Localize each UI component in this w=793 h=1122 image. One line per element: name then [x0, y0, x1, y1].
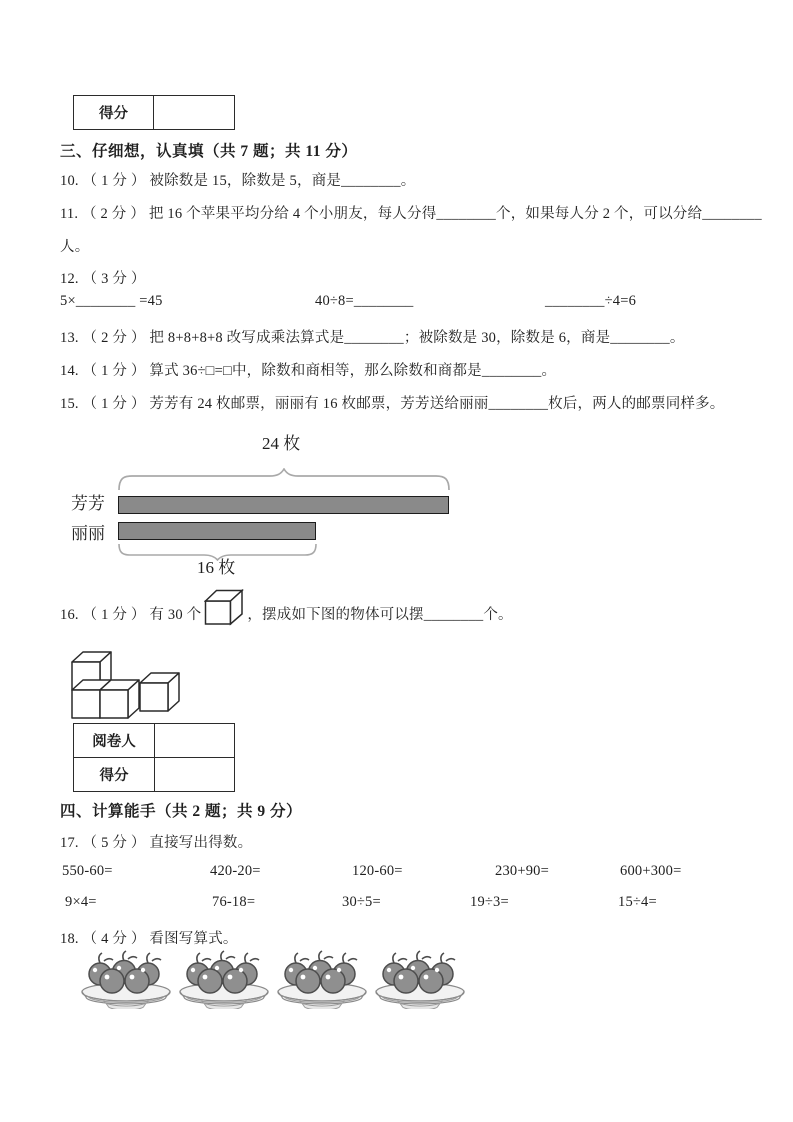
- diagram-row2-name: 丽丽: [71, 524, 105, 543]
- score-label-cell-2: 得分: [74, 757, 154, 791]
- grader-value-cell: [154, 724, 234, 757]
- diagram-bottom-label: 16 枚: [197, 558, 236, 577]
- question-17-label: 17. （ 5 分 ） 直接写出得数。: [60, 835, 253, 851]
- bar-fangfang: [118, 496, 449, 514]
- section4-heading: 四、计算能手（共 2 题；共 9 分）: [60, 803, 303, 820]
- question-12-item-1: 5×________ =45: [60, 293, 163, 309]
- apple-plate-icon: [374, 949, 466, 1009]
- question-16: [60, 586, 513, 626]
- apple-plate-icon: [178, 949, 270, 1009]
- q17-r2c3: 30÷5=: [342, 894, 381, 910]
- q17-r2c1: 9×4=: [65, 894, 97, 910]
- question-16-suffix: ，摆成如下图的物体可以摆________个。: [247, 607, 513, 623]
- question-12-item-2: 40÷8=________: [315, 293, 414, 309]
- question-14: 14. （ 1 分 ） 算式 36÷□=□中，除数和商相等，那么除数和商都是________。: [60, 363, 557, 379]
- q17-r1c1: 550-60=: [62, 863, 113, 879]
- question-12-item-3: ________÷4=6: [545, 293, 637, 309]
- q17-r2c4: 19÷3=: [470, 894, 509, 910]
- question-13: 13. （ 2 分 ） 把 8+8+8+8 改写成乘法算式是________；被除数是 30，除数是 6，商是________。: [60, 330, 685, 346]
- score-value-cell: [153, 96, 234, 129]
- apple-plates-row: [80, 949, 466, 1009]
- q17-r1c3: 120-60=: [352, 863, 403, 879]
- q17-r2c2: 76-18=: [212, 894, 256, 910]
- section3-heading: 三、仔细想，认真填（共 7 题；共 11 分）: [60, 143, 358, 160]
- q17-r1c5: 600+300=: [620, 863, 682, 879]
- question-10: 10. （ 1 分 ） 被除数是 15，除数是 5，商是________。: [60, 173, 416, 189]
- question-16-prefix: 16. （ 1 分 ） 有 30 个: [60, 607, 202, 623]
- grader-label-cell: 阅卷人: [92, 734, 136, 750]
- question-11-line2: 人。: [60, 239, 90, 255]
- apple-plate-icon: [276, 949, 368, 1009]
- diagram-top-label: 24 枚: [262, 434, 301, 453]
- score-table-top: [73, 95, 235, 130]
- apple-plate-icon: [80, 949, 172, 1009]
- grader-score-table: [73, 723, 235, 792]
- q17-r1c2: 420-20=: [210, 863, 261, 879]
- question-15: 15. （ 1 分 ） 芳芳有 24 枚邮票，丽丽有 16 枚邮票，芳芳送给丽丽________枚后，两人的邮票同样多。: [60, 396, 725, 412]
- question-11-line1: 11. （ 2 分 ） 把 16 个苹果平均分给 4 个小朋友，每人分得________个，如果每人分 2 个，可以分给________: [60, 206, 762, 222]
- q17-r2c5: 15÷4=: [618, 894, 657, 910]
- score-label-cell: 得分: [99, 106, 128, 122]
- bar-lili: [118, 522, 316, 540]
- brace-top-icon: [118, 468, 450, 492]
- q17-r1c4: 230+90=: [495, 863, 550, 879]
- cube-icon: [204, 589, 244, 626]
- question-18-label: 18. （ 4 分 ） 看图写算式。: [60, 931, 238, 947]
- cubes-figure-icon: [66, 642, 180, 720]
- question-12-label: 12. （ 3 分 ）: [60, 271, 146, 287]
- score-value-cell-2: [154, 757, 234, 791]
- diagram-row1-name: 芳芳: [71, 494, 105, 513]
